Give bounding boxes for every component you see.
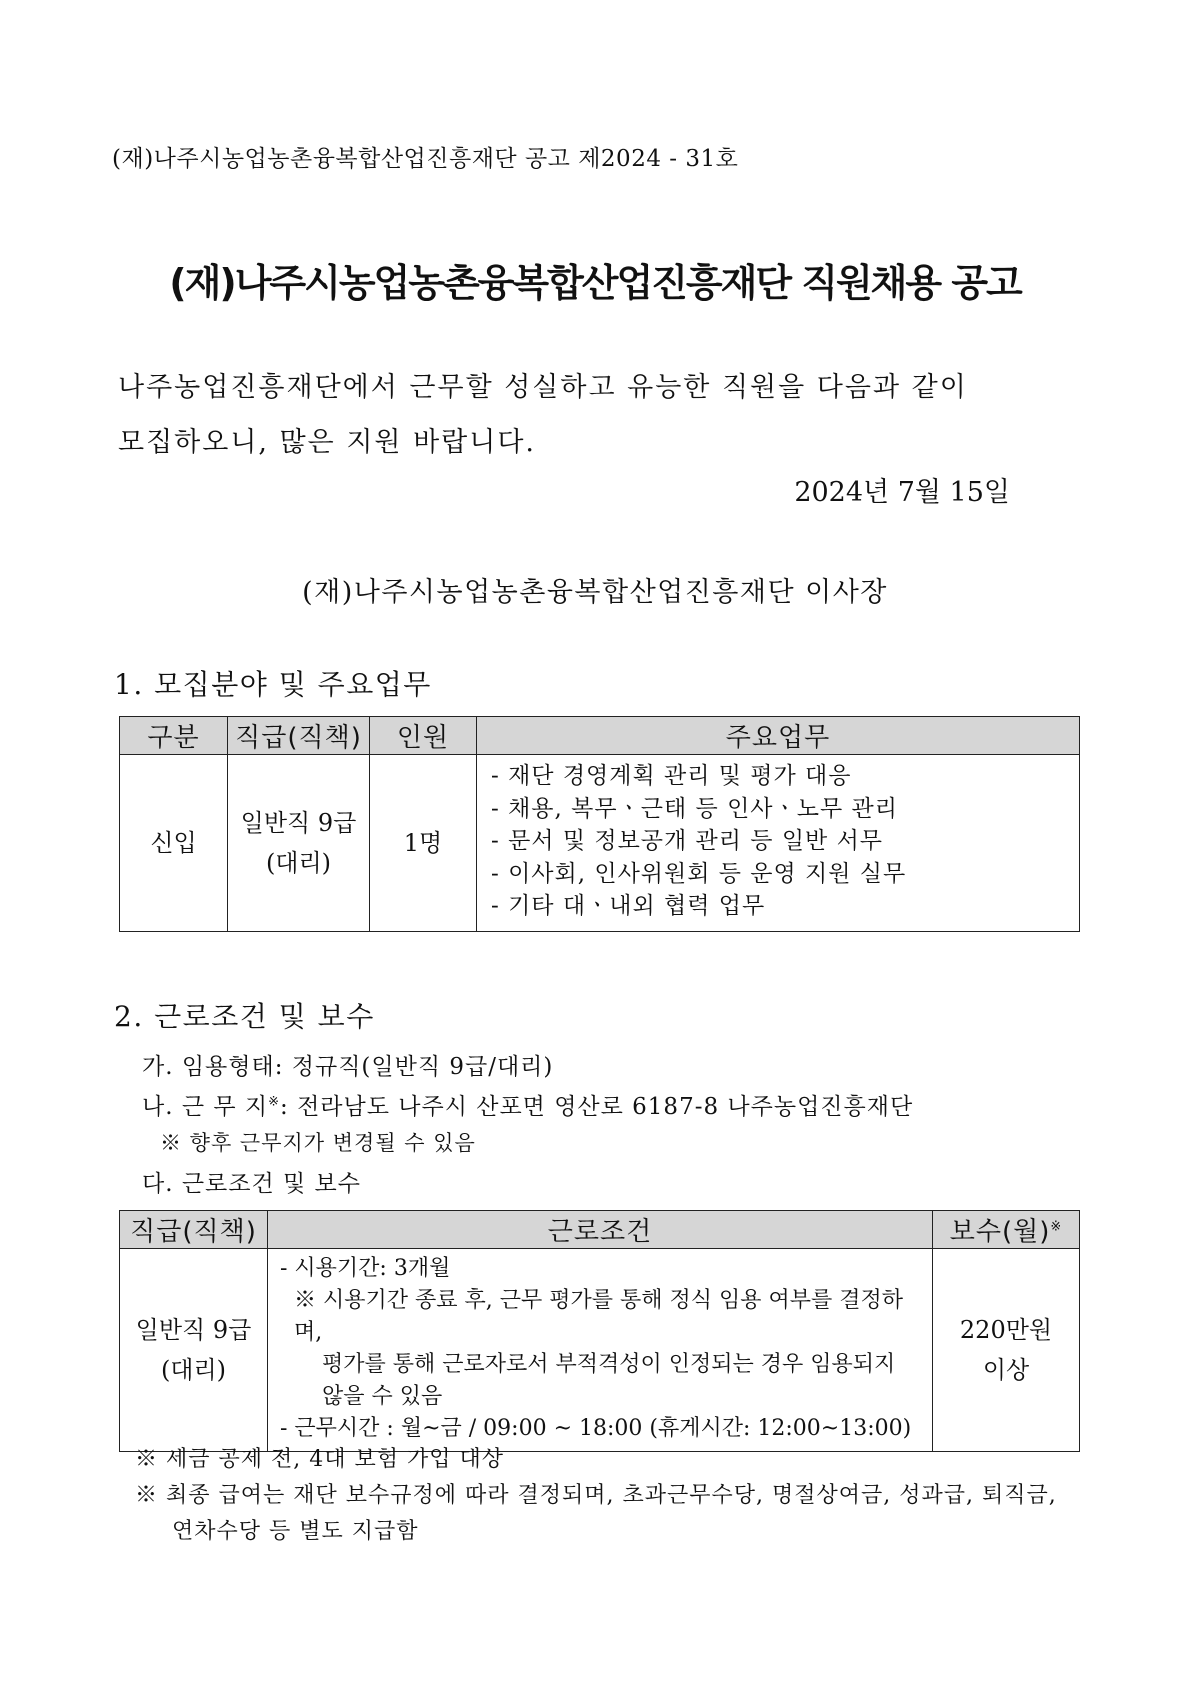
- header-grade: 직급(직책): [120, 1211, 268, 1249]
- issuer: (재)나주시농업농촌융복합산업진흥재단 이사장: [302, 577, 888, 608]
- header-pay: [933, 1211, 1080, 1249]
- duty-item: - 문서 및 정보공개 관리 등 일반 서무: [491, 828, 884, 854]
- duty-item: - 기타 대ㆍ내외 협력 업무: [491, 893, 766, 919]
- workplace: [142, 1088, 913, 1121]
- conditions-table: [119, 1210, 1080, 1452]
- header-headcount: 인원: [370, 717, 477, 755]
- footnote: ※ 세금 공제 전, 4대 보험 가입 대상: [135, 1447, 504, 1472]
- workplace-note: ※ 향후 근무지가 변경될 수 있음: [160, 1131, 476, 1155]
- grade-line-2: (대리): [160, 1356, 227, 1384]
- cell-headcount: 1명: [370, 755, 477, 932]
- section-1-title: 1. 모집분야 및 주요업무: [114, 668, 432, 701]
- header-grade: 직급(직책): [228, 717, 370, 755]
- cell-category: 신입: [120, 755, 228, 932]
- pay-line-2: 이상: [982, 1356, 1030, 1384]
- probation-note: 평가를 통해 근로자로서 부적격성이 인정되는 경우 임용되지: [322, 1352, 896, 1377]
- workplace-value: : 전라남도 나주시 산포면 영산로 6187-8 나주농업진흥재단: [280, 1094, 914, 1120]
- page-title: (재)나주시농업농촌융복합산업진흥재단 직원채용 공고: [169, 261, 1021, 305]
- probation-note: ※ 시용기간 종료 후, 근무 평가를 통해 정식 임용 여부를 결정하며,: [294, 1288, 903, 1345]
- employment-type: 가. 임용형태: 정규직(일반직 9급/대리): [142, 1054, 554, 1080]
- workplace-mark: ※: [268, 1094, 281, 1110]
- header-pay-label: 보수(월): [949, 1217, 1051, 1247]
- probation: - 시용기간: 3개월: [280, 1256, 451, 1281]
- notice-number: (재)나주시농업농촌융복합산업진흥재단 공고 제2024 - 31호: [112, 146, 739, 172]
- cell-duties: [477, 755, 1080, 932]
- section-2-title: 2. 근로조건 및 보수: [114, 1000, 375, 1033]
- intro-line-1: 나주농업진흥재단에서 근무할 성실하고 유능한 직원을 다음과 같이: [118, 372, 968, 403]
- table-row: [120, 755, 1080, 932]
- table-header-row: [120, 1211, 1080, 1249]
- header-conditions: 근로조건: [268, 1211, 933, 1249]
- pay-line-1: 220만원: [959, 1316, 1053, 1344]
- intro-line-2: 모집하오니, 많은 지원 바랍니다.: [118, 427, 536, 458]
- grade-line-1: 일반직 9급: [240, 808, 357, 837]
- recruitment-table: [119, 716, 1080, 932]
- workplace-label: 나. 근 무 지: [142, 1094, 269, 1120]
- cell-grade: [228, 755, 370, 932]
- duty-item: - 채용, 복무ㆍ근태 등 인사ㆍ노무 관리: [491, 795, 898, 822]
- working-hours: - 근무시간 : 월~금 / 09:00 ~ 18:00 (휴게시간: 12:00~13:00): [280, 1416, 912, 1441]
- table-row: [120, 1249, 1080, 1452]
- notice-date: 2024년 7월 15일: [794, 477, 1010, 508]
- grade-line-1: 일반직 9급: [135, 1316, 252, 1344]
- cell-conditions: [268, 1249, 933, 1452]
- cell-pay: [933, 1249, 1080, 1452]
- header-pay-mark: ※: [1050, 1219, 1063, 1235]
- duty-item: - 재단 경영계획 관리 및 평가 대응: [491, 763, 852, 789]
- footnote: 연차수당 등 별도 지급함: [172, 1519, 419, 1544]
- grade-line-2: (대리): [265, 848, 332, 877]
- conditions-label: 다. 근로조건 및 보수: [142, 1171, 361, 1197]
- duty-item: - 이사회, 인사위원회 등 운영 지원 실무: [491, 860, 907, 887]
- footnote: ※ 최종 급여는 재단 보수규정에 따라 결정되며, 초과근무수당, 명절상여금, 성과급, 퇴직금,: [135, 1483, 1057, 1508]
- table-header-row: [120, 717, 1080, 755]
- header-category: 구분: [120, 717, 228, 755]
- probation-note: 않을 수 있음: [322, 1384, 443, 1409]
- cell-grade: [120, 1249, 268, 1452]
- header-duties: 주요업무: [477, 717, 1080, 755]
